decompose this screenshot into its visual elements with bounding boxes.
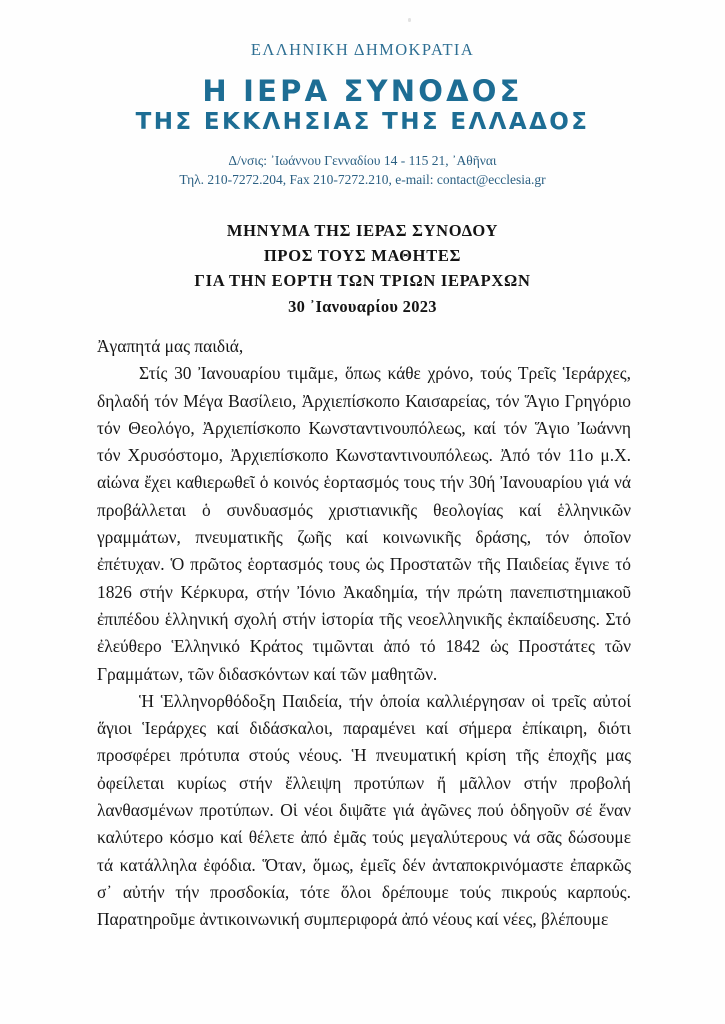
message-date: 30 ᾿Ιανουαρίου 2023 [288,297,437,316]
letterhead-holy-synod-line: Η ΙΕΡΑ ΣΥΝΟΔΟΣ [202,73,523,108]
letterhead-address-line: Δ/νσις: ᾿Ιωάννου Γενναδίου 14 - 115 21, ᾿Αθῆναι [228,152,497,168]
letterhead-republic-line: ΕΛΛΗΝΙΚΗ ΔΗΜΟΚΡΑΤΙΑ [250,40,475,59]
letterhead-phone-email-line[interactable]: Τηλ. 210-7272.204, Fax 210-7272.210, e-mail: contact@ecclesia.gr [179,172,546,188]
message-title-line-2: ΠΡΟΣ ΤΟΥΣ ΜΑΘΗΤΕΣ [263,246,462,265]
message-title-line-3: ΓΙΑ ΤΗΝ ΕΟΡΤΗ ΤΩΝ ΤΡΙΩΝ ΙΕΡΑΡΧΩΝ [194,271,531,290]
letterhead-logotype [0,73,725,136]
letterhead-contact-block [0,151,725,190]
message-title-line-1: ΜΗΝΥΜΑ ΤΗΣ ΙΕΡΑΣ ΣΥΝΟΔΟΥ [226,221,499,240]
body-paragraph-1: Στίς 30 Ἰανουαρίου τιμᾶμε, ὅπως κάθε χρόνο, τούς Τρεῖς Ἱεράρχες, δηλαδή τόν Μέγα Βασίλειο, Ἀρχιεπίσκοπο Καισαρείας, τόν Ἅγιο Γρηγόριο τόν Θεολόγο, Ἀρχιεπίσκοπο Κωνσταντινουπόλεως, καί τόν Ἅγιο Ἰωάννη τόν Χρυσόστομο, Ἀρχιεπίσκοπο Κωνσταντινουπόλεως. Ἀπό τόν 11ο μ.Χ. αἰώνα ἔχει καθιερωθεῖ ὁ κοινός ἑορτασμός τους τήν 30ή Ἰανουαρίου γιά νά προβάλλεται ὁ συνδυασμός χριστιανικῆς θεολογίας καί ἑλληνικῶν γραμμάτων, πνευματικῆς ζωῆς καί κοινωνικῆς δράσης, τόν ὁποῖον ἐπέτυχαν. Ὁ πρῶτος ἑορτασμός τους ὡς Προστατῶν τῆς Παιδείας ἔγινε τό 1826 στήν Κέρκυρα, στήν Ἰόνιο Ἀκαδημία, τήν πρώτη πανεπιστημιακοῦ ἐπιπέδου ἑλληνική σχολή στήν ἱστορία τῆς νεοελληνικῆς ἐκπαίδευσης. Στό ἐλεύθερο Ἑλληνικό Κράτος τιμῶνται ἀπό τό 1842 ὡς Προστάτες τῶν Γραμμάτων, τῶν διδασκόντων καί τῶν μαθητῶν. [97,363,631,684]
letterhead-church-of-greece-line: ΤΗΣ ΕΚΚΛΗΣΙΑΣ ΤΗΣ ΕΛΛΑΔΟΣ [135,109,590,136]
scan-speck-artifact [408,18,411,22]
letterhead [0,40,725,190]
body-salutation: Ἀγαπητά μας παιδιά, [97,336,244,356]
message-title-block [0,218,725,319]
body-paragraph-2: Ἡ Ἑλληνορθόδοξη Παιδεία, τήν ὁποία καλλιέργησαν οἱ τρεῖς αὐτοί ἅγιοι Ἱεράρχες καί διδάσκαλοι, παραμένει καί σήμερα ἐπίκαιρη, διότι προσφέρει πρότυπα στούς νέους. Ἡ πνευματική κρίση τῆς ἐποχῆς μας ὀφείλεται κυρίως στήν ἔλλειψη προτύπων ἤ μᾶλλον στήν προβολή λανθασμένων προτύπων. Οἱ νέοι διψᾶτε γιά ἀγῶνες πού ὁδηγοῦν σέ ἕναν καλύτερο κόσμο καί θέλετε ἀπό ἐμᾶς τούς μεγαλύτερους νά σᾶς δώσουμε τά κατάλληλα ἐφόδια. Ὅταν, ὅμως, ἐμεῖς δέν ἀνταποκρινόμαστε ἐπαρκῶς σ᾿ αὐτήν τήν προσδοκία, τότε ὅλοι δρέπουμε τούς πικρούς καρπούς. Παρατηροῦμε ἀντικοινωνική συμπεριφορά ἀπό νέους καί νέες, βλέπουμε [97,690,631,930]
document-body [97,333,631,934]
